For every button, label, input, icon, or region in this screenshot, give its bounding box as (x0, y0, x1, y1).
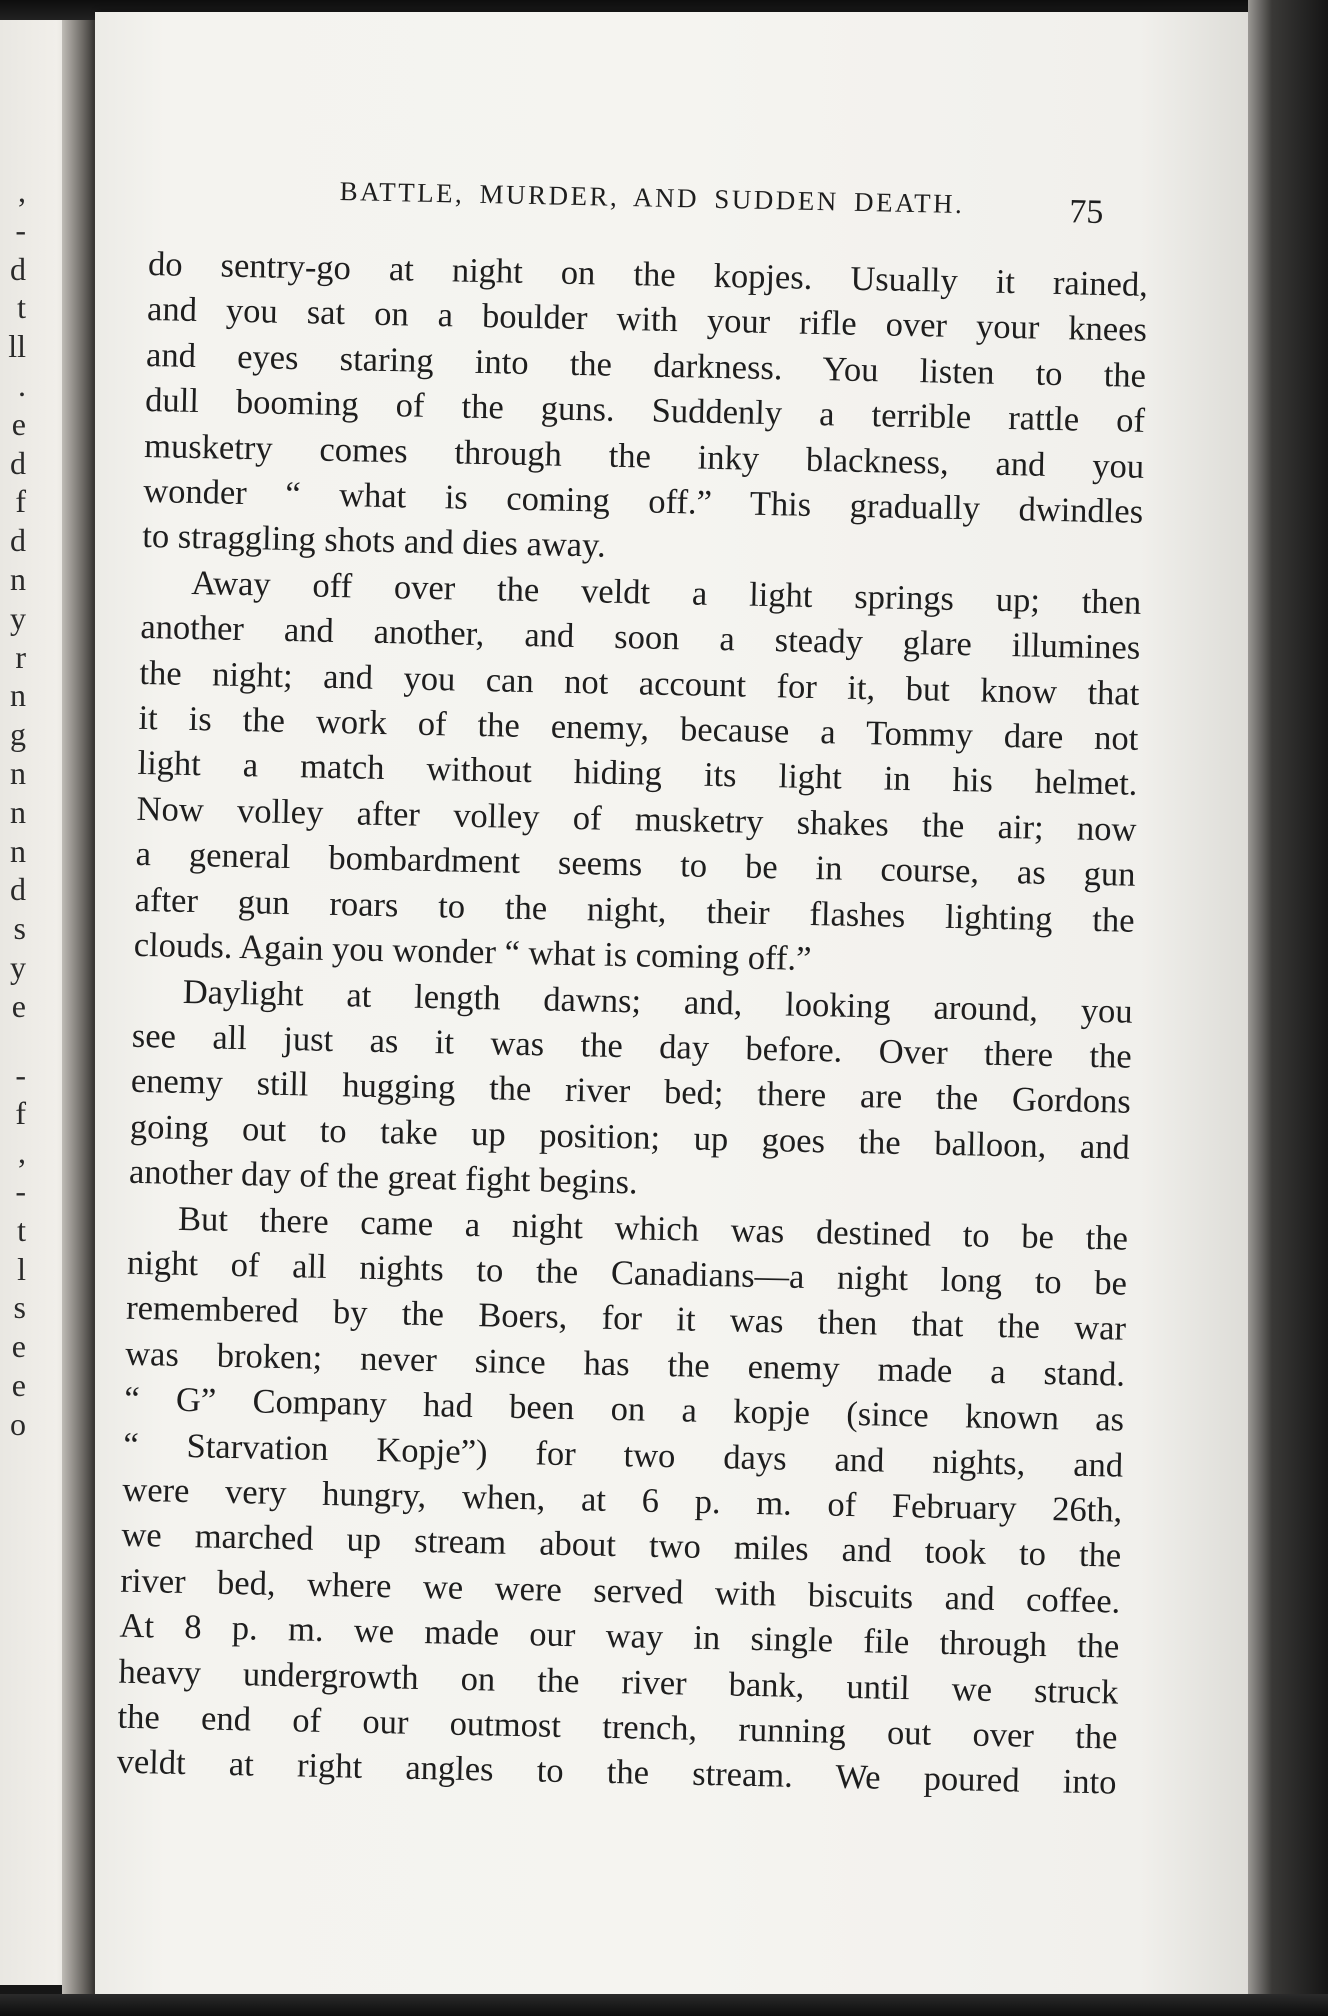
previous-page-fragment: e (11, 405, 26, 442)
text-line: we marched up stream about two miles and took to the (121, 1516, 1122, 1576)
text-line: veldt at right angles to the stream. We poured into (116, 1743, 1117, 1802)
previous-page-fragment: n (10, 561, 26, 597)
text-line: a general bombardment seems to be in course, as gun (135, 835, 1136, 895)
previous-page-fragment: . (18, 367, 26, 403)
text-line: going out to take up position; up goes the balloon, and (129, 1107, 1131, 1167)
previous-page-fragment: d (10, 250, 26, 287)
text-line: to straggling shots and dies away. (141, 517, 607, 566)
body-text (116, 242, 1148, 1806)
text-line: heavy undergrowth on the river bank, until we struck (118, 1652, 1119, 1712)
text-line: At 8 p. m. we made our way in single file through the (119, 1606, 1120, 1666)
bottom-shadow (0, 1994, 1328, 2016)
text-line: Away off over the veldt a light springs up; then (191, 563, 1142, 622)
previous-page-fragment: g (10, 716, 26, 753)
text-line: “ G” Company had been on a kopje (since known as (123, 1379, 1125, 1439)
text-line: do sentry-go at night on the kopjes. Usually it rained, (147, 244, 1149, 304)
page-right-edge-shadow (1248, 0, 1328, 2016)
previous-page-fragment: d (10, 522, 26, 559)
previous-page-fragment: n (10, 755, 26, 791)
text-line: it is the work of the enemy, because a Tommy dare not (138, 698, 1139, 758)
text-line: and you sat on a boulder with your rifle over your knees (146, 290, 1148, 350)
previous-page-fragment: s (13, 1289, 26, 1326)
previous-page-fragment: e (11, 1328, 26, 1365)
previous-page-fragment: - (15, 1173, 26, 1209)
text-line: light a match without hiding its light in his helmet. (137, 744, 1138, 804)
previous-page-fragment: n (10, 793, 26, 830)
previous-page-fragment: t (17, 289, 26, 326)
text-line: dull booming of the guns. Suddenly a terrible rattle of (144, 381, 1146, 441)
previous-page-fragment: r (15, 638, 26, 675)
text-line: Daylight at length dawns; and, looking around, you (182, 972, 1134, 1031)
previous-page-fragment: n (10, 677, 26, 714)
previous-page-fragment: f (15, 483, 26, 520)
text-line: the end of our outmost trench, running out over the (117, 1697, 1118, 1757)
previous-page-fragment: o (10, 1405, 26, 1442)
text-line: night of all nights to the Canadians—a night long to be (126, 1243, 1128, 1303)
previous-page-fragment: ll (8, 328, 26, 365)
previous-page-fragment: d (10, 871, 26, 908)
text-line: was broken; never since has the enemy made a stand. (124, 1334, 1126, 1394)
previous-page-fragment: l (17, 1250, 26, 1287)
previous-page-fragment: - (15, 211, 26, 248)
previous-page-fragment: t (17, 1211, 26, 1248)
previous-page-fragment: , (18, 173, 26, 209)
previous-page-fragment: - (15, 1056, 26, 1093)
text-line: and eyes staring into the darkness. You listen to the (145, 335, 1147, 395)
previous-page-fragment: , (18, 1134, 26, 1171)
previous-page-fragment: e (11, 1367, 26, 1403)
page-text-block (116, 172, 1150, 1806)
text-line: clouds. Again you wonder “ what is coming off.” (133, 925, 812, 979)
text-line: musketry comes through the inky blackness, and you (143, 426, 1145, 486)
running-title: BATTLE, MURDER, AND SUDDEN DEATH. (339, 175, 965, 220)
previous-page-fragment: y (10, 599, 26, 636)
previous-page-fragment: e (11, 987, 26, 1024)
text-line: after gun roars to the night, their flashes lighting the (134, 880, 1135, 940)
text-line: enemy still hugging the river bed; there are the Gordons (130, 1062, 1132, 1122)
paragraph (129, 968, 1134, 1216)
text-line: Now volley after volley of musketry shakes the air; now (136, 789, 1137, 849)
previous-page-fragment: y (10, 949, 26, 985)
paragraph (116, 1195, 1128, 1806)
previous-page-fragment: n (10, 832, 26, 869)
text-line: remembered by the Boers, for it was then that the war (125, 1289, 1127, 1349)
previous-page-fragment: f (15, 1095, 26, 1132)
text-line: see all just as it was the day before. Over there the (131, 1016, 1133, 1076)
paragraph (142, 242, 1148, 581)
previous-page-fragment: d (10, 444, 26, 481)
previous-page-fragment: s (13, 910, 26, 947)
text-line: another and another, and soon a steady glare illumines (140, 608, 1141, 668)
paragraph (133, 560, 1141, 990)
text-line: But there came a night which was destined to be the (177, 1199, 1129, 1258)
text-line: the night; and you can not account for it, but know that (139, 653, 1140, 713)
text-line: were very hungry, when, at 6 p. m. of February 26th, (122, 1470, 1123, 1530)
page-number: 75 (1068, 193, 1104, 231)
text-line: “ Starvation Kopje”) for two days and nights, and (122, 1425, 1124, 1485)
text-line: river bed, where we were served with biscuits and coffee. (120, 1561, 1121, 1621)
text-line: wonder “ what is coming off.” This gradually dwindles (142, 471, 1144, 531)
text-line: another day of the great fight begins. (128, 1152, 639, 1202)
